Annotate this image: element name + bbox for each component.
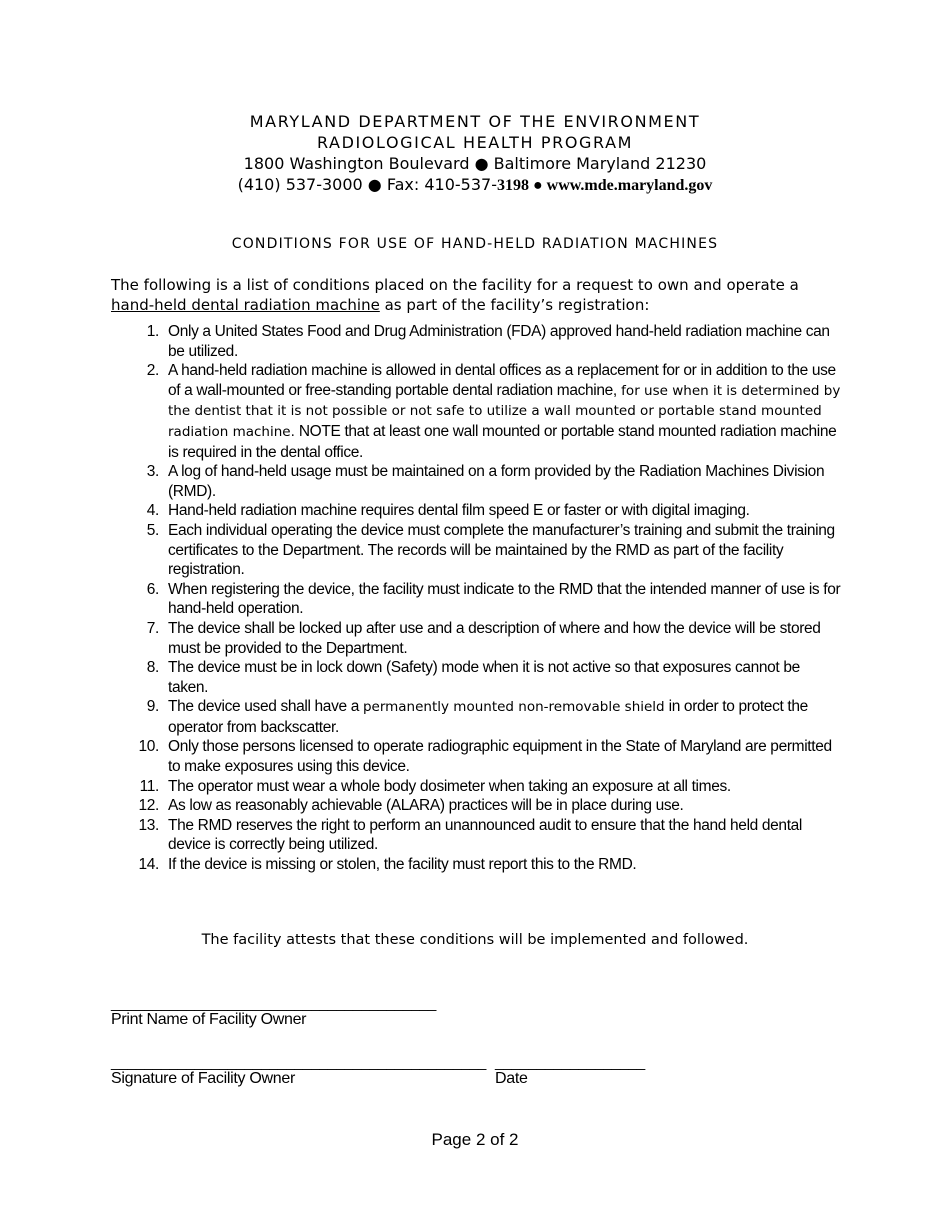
- condition-item: [130, 580, 842, 619]
- condition-text: When registering the device, the facility must indicate to the RMD that the intended manner of use is for hand-held operation.: [168, 580, 841, 618]
- fax-suffix: 3198: [496, 177, 529, 194]
- condition-number: 7.: [146, 619, 159, 637]
- condition-item: [130, 855, 842, 875]
- condition-number: 6.: [146, 580, 159, 598]
- condition-number: 10.: [138, 738, 159, 756]
- owner-name-label: Print Name of Facility Owner: [111, 1011, 307, 1028]
- program-name: RADIOLOGICAL HEALTH PROGRAM: [316, 133, 634, 152]
- condition-number: 11.: [139, 777, 159, 795]
- condition-text: The device used shall have a: [168, 698, 363, 716]
- owner-signature-label: Signature of Facility Owner: [111, 1070, 295, 1087]
- conditions-list: [130, 322, 842, 875]
- condition-text-shield: permanently mounted non-removable shield: [362, 699, 665, 716]
- phone-fax: (410) 537-3000 ● Fax: 410-537-: [237, 175, 497, 194]
- date-label: Date: [495, 1070, 528, 1087]
- condition-text: The device shall be locked up after use and a description of where and how the device will be stored must be provided to the Department.: [168, 619, 821, 657]
- condition-item: [130, 816, 842, 855]
- date-line[interactable]: __________________: [495, 1054, 646, 1071]
- condition-text: As low as reasonably achievable (ALARA) practices will be in place during use.: [168, 797, 684, 815]
- condition-number: 13.: [138, 816, 159, 834]
- condition-number: 8.: [146, 659, 159, 677]
- letterhead: [0, 111, 950, 196]
- condition-item: [130, 796, 842, 816]
- attestation-statement: The facility attests that these conditions will be implemented and followed.: [201, 932, 749, 948]
- condition-text-rest: in order to protect the operator from backscatter.: [168, 698, 808, 736]
- condition-text: Only a United States Food and Drug Administration (FDA) approved hand-held radiation machine can be utilized.: [168, 323, 830, 360]
- condition-item: [130, 737, 842, 776]
- condition-item: [130, 322, 842, 361]
- condition-number: 3.: [146, 463, 159, 481]
- owner-signature-line[interactable]: _____________________________________________: [111, 1054, 487, 1071]
- condition-number: 14.: [138, 856, 159, 874]
- intro-after: as part of the facility’s registration:: [379, 296, 650, 314]
- condition-text: Only those persons licensed to operate radiographic equipment in the State of Maryland are permitted to make exposures using this device.: [168, 738, 832, 776]
- condition-text: A log of hand-held usage must be maintained on a form provided by the Radiation Machines Division (RMD).: [168, 463, 825, 500]
- condition-text-note: NOTE that at least one wall mounted or portable stand mounted radiation machine is required in the dental office.: [168, 422, 837, 461]
- condition-item: [130, 361, 842, 462]
- owner-name-line[interactable]: _______________________________________: [111, 995, 437, 1012]
- condition-number: 1.: [146, 323, 159, 340]
- condition-item: [130, 777, 842, 797]
- condition-item: [130, 462, 842, 501]
- condition-item: [130, 697, 842, 737]
- condition-text-clause: for use when it is determined by the dentist that it is not possible or not safe to utilize a wall mounted or portable stand mounted radiation machine.: [168, 382, 841, 440]
- contact-separator: ●: [528, 177, 547, 194]
- agency-address: 1800 Washington Boulevard ● Baltimore Maryland 21230: [243, 154, 707, 173]
- condition-text: Each individual operating the device must complete the manufacturer’s training and submit the training certificates to the Department. The records will be maintained by the RMD as part of the facility registration.: [168, 521, 835, 579]
- condition-text: The operator must wear a whole body dosimeter when taking an exposure at all times.: [168, 777, 731, 795]
- condition-item: [130, 658, 842, 697]
- agency-website: www.mde.maryland.gov: [546, 177, 713, 194]
- condition-item: [130, 521, 842, 580]
- condition-number: 4.: [146, 502, 159, 520]
- condition-text: The device must be in lock down (Safety) mode when it is not active so that exposures cannot be taken.: [168, 659, 800, 696]
- intro-underlined-term: hand-held dental radiation machine: [111, 296, 380, 314]
- condition-number: 2.: [146, 362, 159, 380]
- agency-name: MARYLAND DEPARTMENT OF THE ENVIRONMENT: [249, 112, 701, 131]
- intro-paragraph: [111, 275, 831, 315]
- condition-item: [130, 619, 842, 658]
- document-title: CONDITIONS FOR USE OF HAND-HELD RADIATION MACHINES: [231, 236, 719, 252]
- condition-number: 9.: [146, 698, 159, 716]
- intro-before: The following is a list of conditions placed on the facility for a request to own and operate a: [111, 276, 799, 294]
- agency-contact: [0, 174, 950, 196]
- condition-text: A hand-held radiation machine is allowed in dental offices as a replacement for or in addition to the use of a wall-mounted or free-standing portable dental radiation machine,: [168, 362, 836, 399]
- condition-text: Hand-held radiation machine requires dental film speed E or faster or with digital imaging.: [168, 502, 750, 520]
- condition-number: 5.: [146, 521, 159, 539]
- condition-item: [130, 501, 842, 521]
- condition-text: The RMD reserves the right to perform an unannounced audit to ensure that the hand held dental device is correctly being utilized.: [168, 816, 803, 854]
- condition-text: If the device is missing or stolen, the facility must report this to the RMD.: [168, 856, 637, 874]
- page-number: Page 2 of 2: [431, 1130, 519, 1149]
- condition-number: 12.: [138, 797, 159, 815]
